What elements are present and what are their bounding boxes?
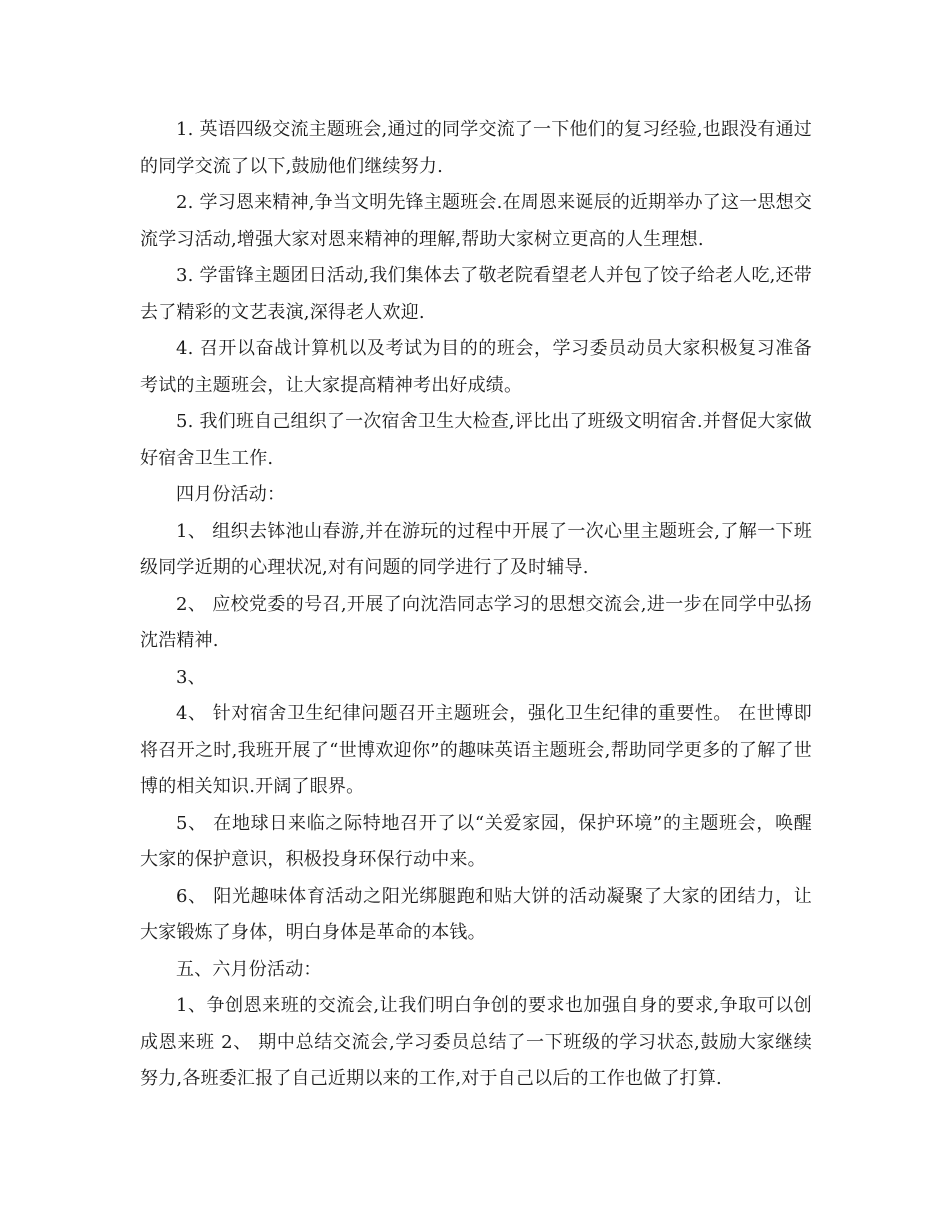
paragraph-exam-prep-meeting: 4. 召开以奋战计算机以及考试为目的的班会，学习委员动员大家积极复习准备考试的主题班会，让大家提高精神考出好成绩。 — [140, 338, 812, 396]
paragraph-english-cet4-meeting: 1. 英语四级交流主题班会,通过的同学交流了一下他们的复习经验,也跟没有通过的同学交流了以下,鼓励他们继续努力. — [140, 119, 812, 177]
paragraph-dorm-discipline-expo: 4、 针对宿舍卫生纪律问题召开主题班会，强化卫生纪律的重要性。 在世博即将召开之时,我班开展了“世博欢迎你”的趣味英语主题班会,帮助同学更多的了解了世博的相关知识.开阔了眼界。 — [140, 703, 812, 797]
paragraph-shen-hao-meeting: 2、 应校党委的号召,开展了向沈浩同志学习的思想交流会,进一步在同学中弘扬沈浩精神. — [140, 593, 812, 651]
section-heading-may-june: 五、六月份活动： — [176, 958, 322, 980]
paragraph-sports-activity: 6、 阳光趣味体育活动之阳光绑腿跑和贴大饼的活动凝聚了大家的团结力，让大家锻炼了身体，明白身体是革命的本钱。 — [140, 885, 812, 943]
paragraph-spring-outing: 1、 组织去钵池山春游,并在游玩的过程中开展了一次心里主题班会,了解一下班级同学近期的心理状况,对有问题的同学进行了及时辅导. — [140, 520, 812, 578]
paragraph-dorm-inspection: 5. 我们班自己组织了一次宿舍卫生大检查,评比出了班级文明宿舍.并督促大家做好宿舍卫生工作. — [140, 411, 812, 469]
paragraph-enlai-class-and-midterm: 1、争创恩来班的交流会,让我们明白争创的要求也加强自身的要求,争取可以创成恩来班 2、 期中总结交流会,学习委员总结了一下班级的学习状态,鼓励大家继续努力,各班委汇报了自己近期以来的工作,对于自己以后的工作也做了打算. — [140, 995, 812, 1089]
document-page — [140, 112, 812, 1098]
paragraph-earth-day: 5、 在地球日来临之际特地召开了以“关爱家园，保护环境”的主题班会，唤醒大家的保护意识，积极投身环保行动中来。 — [140, 812, 812, 870]
paragraph-enlai-spirit-meeting: 2. 学习恩来精神,争当文明先锋主题班会.在周恩来诞辰的近期举办了这一思想交流学习活动,增强大家对恩来精神的理解,帮助大家树立更高的人生理想. — [140, 192, 812, 250]
section-heading-april: 四月份活动： — [176, 484, 286, 505]
paragraph-item-3-empty: 3、 — [176, 666, 206, 688]
paragraph-lei-feng-activity: 3. 学雷锋主题团日活动,我们集体去了敬老院看望老人并包了饺子给老人吃,还带去了精彩的文艺表演,深得老人欢迎. — [140, 265, 812, 323]
